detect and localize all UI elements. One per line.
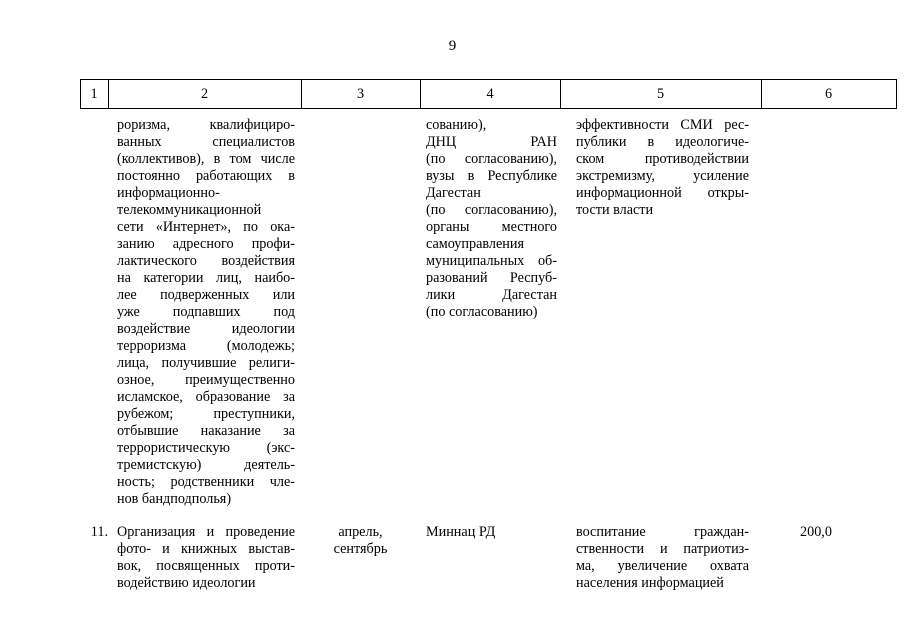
text-line: занию адресного профи- bbox=[117, 236, 295, 252]
row-11-executor-text bbox=[426, 524, 557, 541]
text-line: воздействие идеологии bbox=[117, 321, 295, 337]
text-line: постоянно работающих в bbox=[117, 168, 295, 184]
text-line: Дагестан bbox=[426, 185, 481, 201]
row-11-number: 11. bbox=[90, 524, 108, 540]
text-line: (по согласованию) bbox=[426, 304, 538, 320]
text-line: тремистскую) деятель- bbox=[117, 457, 295, 473]
text-line: терроризма (молодежь; bbox=[117, 338, 295, 354]
text-line: водействию идеологии bbox=[117, 575, 256, 591]
text-line: ванных специалистов bbox=[117, 134, 295, 150]
text-line: ском противодействии bbox=[576, 151, 749, 167]
text-line: населения информацией bbox=[576, 575, 724, 591]
text-line: рубежом; преступники, bbox=[117, 406, 295, 422]
text-line: роризма, квалифициро- bbox=[117, 117, 295, 133]
text-line: эффективности СМИ рес- bbox=[576, 117, 749, 133]
text-line: телекоммуникационной bbox=[117, 202, 262, 218]
cont-row-executors-text bbox=[426, 117, 557, 321]
text-line: информационной откры- bbox=[576, 185, 749, 201]
cont-row-measure-text bbox=[117, 117, 295, 508]
row-11-funding-value: 200,0 bbox=[800, 524, 832, 540]
text-line: исламское, образование за bbox=[117, 389, 295, 405]
text-line: воспитание граждан- bbox=[576, 524, 749, 540]
header-col-3: 3 bbox=[356, 86, 365, 102]
header-bottom-rule bbox=[80, 108, 897, 109]
text-line: на категории лиц, наибо- bbox=[117, 270, 295, 286]
text-line: ность; родственники чле- bbox=[117, 474, 295, 490]
text-line: сети «Интернет», по ока- bbox=[117, 219, 295, 235]
text-line: сентябрь bbox=[333, 541, 388, 557]
text-line: лица, получившие религи- bbox=[117, 355, 295, 371]
text-line: (по согласованию), bbox=[426, 202, 557, 218]
header-col-4: 4 bbox=[486, 86, 494, 102]
text-line: апрель, bbox=[338, 524, 383, 540]
text-line: публики в идеологиче- bbox=[576, 134, 749, 150]
text-line: нов бандподполья) bbox=[117, 491, 232, 507]
text-line: уже подпавших под bbox=[117, 304, 295, 320]
row-11-measure-text bbox=[117, 524, 295, 592]
text-line: муниципальных об- bbox=[426, 253, 557, 269]
text-line: лактического воздействия bbox=[117, 253, 295, 269]
cont-row-result-text bbox=[576, 117, 749, 219]
text-line: органы местного bbox=[426, 219, 557, 235]
text-line: террористическую (экс- bbox=[117, 440, 295, 456]
text-line: разований Респуб- bbox=[426, 270, 557, 286]
text-line: фото- и книжных выстав- bbox=[117, 541, 295, 557]
header-top-rule bbox=[80, 79, 897, 80]
text-line: самоуправления bbox=[426, 236, 524, 252]
text-line: сованию), bbox=[426, 117, 487, 133]
header-col-6: 6 bbox=[824, 86, 833, 102]
text-line: тости власти bbox=[576, 202, 654, 218]
text-line: вузы в Республике bbox=[426, 168, 557, 184]
header-col-5: 5 bbox=[656, 86, 665, 102]
text-line: экстремизму, усиление bbox=[576, 168, 749, 184]
text-line: информационно- bbox=[117, 185, 220, 201]
column-divider bbox=[896, 79, 897, 108]
text-line: ма, увеличение охвата bbox=[576, 558, 749, 574]
row-11-period-text bbox=[301, 524, 420, 558]
text-line: Организация и проведение bbox=[117, 524, 295, 540]
header-col-1: 1 bbox=[90, 86, 98, 102]
text-line: лее подверженных или bbox=[117, 287, 295, 303]
header-col-2: 2 bbox=[200, 86, 209, 102]
text-line: Миннац РД bbox=[426, 524, 496, 540]
row-11-result-text bbox=[576, 524, 749, 592]
text-line: ственности и патриотиз- bbox=[576, 541, 749, 557]
page-number: 9 bbox=[448, 38, 457, 54]
text-line: отбывшие наказание за bbox=[117, 423, 295, 439]
text-line: вок, посвященных проти- bbox=[117, 558, 295, 574]
text-line: озное, преимущественно bbox=[117, 372, 295, 388]
text-line: (коллективов), в том числе bbox=[117, 151, 295, 167]
text-line: ДНЦ РАН bbox=[426, 134, 557, 150]
text-line: лики Дагестан bbox=[426, 287, 557, 303]
text-line: (по согласованию), bbox=[426, 151, 557, 167]
